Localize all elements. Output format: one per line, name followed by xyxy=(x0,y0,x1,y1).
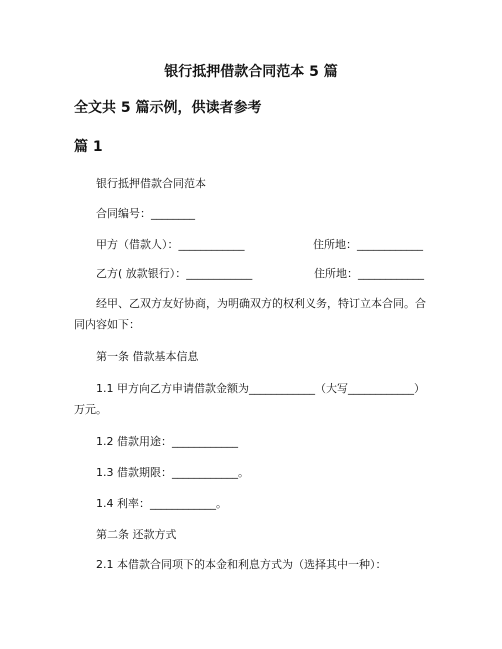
party-a-address-line: 住所地：____________ xyxy=(313,238,423,251)
article-2-heading: 第二条 还款方式 xyxy=(96,528,177,541)
item-2-1-line: 2.1 本借款合同项下的本金和利息方式为（选择其中一种）： xyxy=(96,558,387,571)
party-b-line: 乙方( 放款银行）：____________ xyxy=(96,267,253,280)
section-heading: 篇 1 xyxy=(74,139,103,155)
item-1-2-line: 1.2 借款用途：____________ xyxy=(96,435,238,448)
item-1-1-paragraph: 1.1 甲方向乙方申请借款金额为____________（大写____________）万元。 xyxy=(74,382,425,416)
item-1-4-line: 1.4 利率：____________。 xyxy=(96,497,227,510)
party-b-address-line: 住所地：____________ xyxy=(314,267,424,280)
contract-number-line: 合同编号：________ xyxy=(96,207,195,220)
article-1-heading: 第一条 借款基本信息 xyxy=(96,350,199,363)
document-title: 银行抵押借款合同范本 5 篇 xyxy=(164,64,338,80)
document-subtitle: 全文共 5 篇示例，供读者参考 xyxy=(74,100,262,116)
item-1-3-line: 1.3 借款期限：____________。 xyxy=(96,466,249,479)
contract-title-line: 银行抵押借款合同范本 xyxy=(96,177,206,190)
intro-paragraph: 经甲、乙双方友好协商，为明确双方的权利义务，特订立本合同。合同内容如下： xyxy=(74,297,426,331)
party-a-line: 甲方（借款人）：____________ xyxy=(96,238,245,251)
